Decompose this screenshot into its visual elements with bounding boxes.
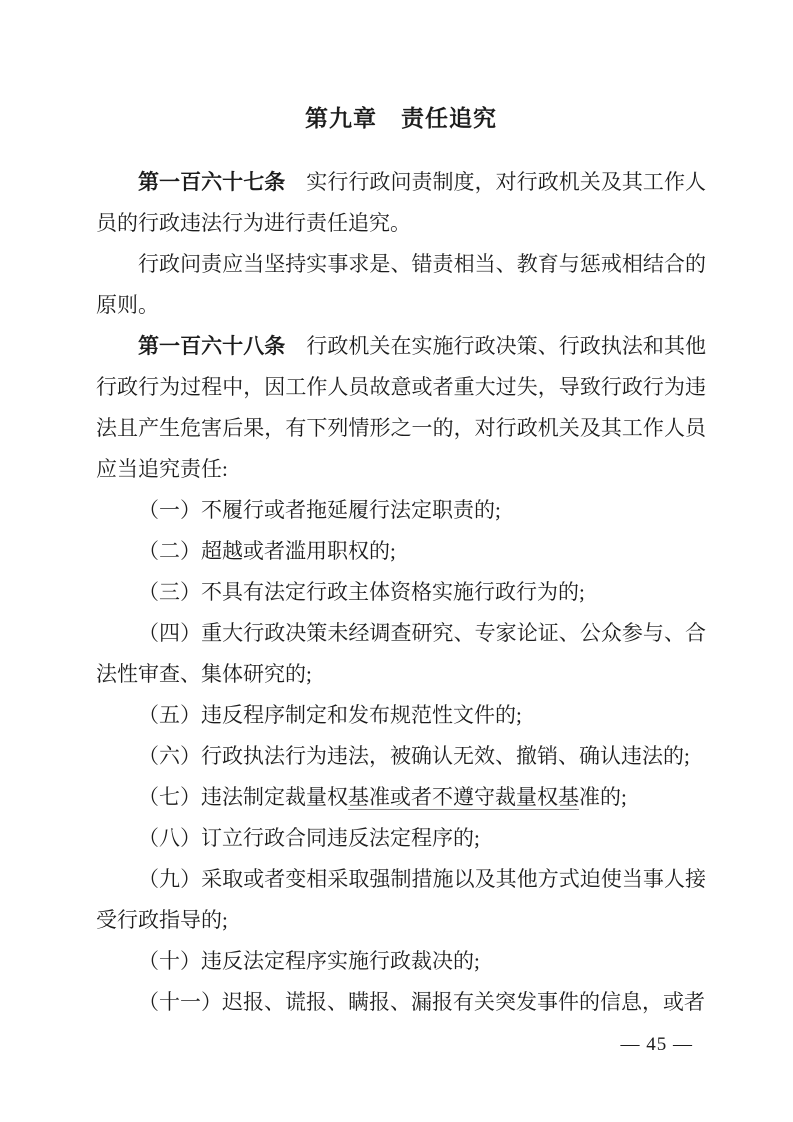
article-168-item-6: （六）行政执法行为违法，被确认无效、撤销、确认违法的;	[138, 744, 690, 768]
article-167-number: 第一百六十七条	[138, 170, 286, 194]
article-167-paragraph-1-text: 实行行政问责制度，对行政机关及其工作人员的行政违法行为进行责任追究。	[96, 170, 706, 235]
document-content	[96, 100, 706, 1023]
article-168-item-7-underlined-text: 基准或者不遵守裁量权基	[348, 785, 579, 809]
article-167-paragraph-2: 行政问责应当坚持实事求是、错责相当、教育与惩戒相结合的原则。	[96, 252, 706, 317]
article-168-item-2: （二）超越或者滥用职权的;	[138, 539, 396, 563]
article-168-item-4: （四）重大行政决策未经调查研究、专家论证、公众参与、合法性审查、集体研究的;	[96, 621, 706, 686]
article-168-item-7	[96, 777, 706, 818]
article-168-item-10: （十）违反法定程序实施行政裁决的;	[138, 949, 480, 973]
article-168-item-7-pre: （七）违法制定裁量权	[138, 785, 348, 809]
chapter-title: 第九章 责任追究	[305, 105, 497, 131]
article-168-item-1: （一）不履行或者拖延履行法定职责的;	[138, 498, 501, 522]
article-168-item-9: （九）采取或者变相采取强制措施以及其他方式迫使当事人接受行政指导的;	[96, 867, 706, 932]
article-168-intro-text: 行政机关在实施行政决策、行政执法和其他行政行为过程中，因工作人员故意或者重大过失，导致行政行为违法且产生危害后果，有下列情形之一的，对行政机关及其工作人员应当追究责任:	[96, 334, 706, 481]
article-168-item-8: （八）订立行政合同违反法定程序的;	[138, 826, 480, 850]
article-168-item-11: （十一）迟报、谎报、瞒报、漏报有关突发事件的信息，或者	[138, 990, 705, 1014]
article-168-intro	[96, 326, 706, 490]
article-168-item-3: （三）不具有法定行政主体资格实施行政行为的;	[138, 580, 585, 604]
article-167-paragraph-1	[96, 162, 706, 244]
article-168-item-7-post: 准的;	[579, 785, 627, 809]
article-168-item-5: （五）违反程序制定和发布规范性文件的;	[138, 703, 522, 727]
article-168-number: 第一百六十八条	[138, 334, 286, 358]
page-number: — 45 —	[620, 1034, 693, 1055]
